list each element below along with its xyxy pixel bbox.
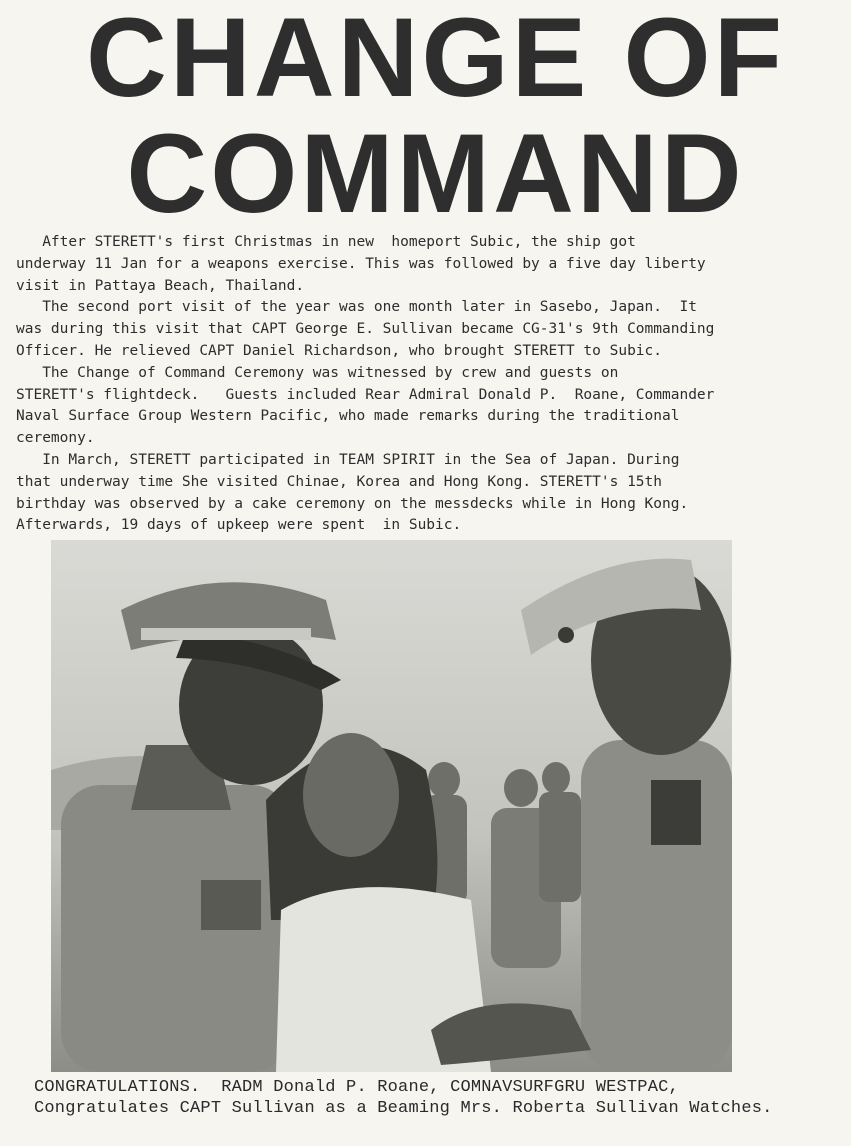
body-line: that underway time She visited Chinae, Korea and Hong Kong. STERETT's 15th bbox=[16, 473, 663, 490]
body-line: STERETT's flightdeck. Guests included Rear Admiral Donald P. Roane, Commander bbox=[16, 386, 715, 403]
body-line: birthday was observed by a cake ceremony on the messdecks while in Hong Kong. bbox=[16, 495, 689, 512]
body-line: The Change of Command Ceremony was witnessed by crew and guests on bbox=[16, 364, 619, 381]
page-title-line-1: CHANGE OF bbox=[86, 0, 785, 120]
body-line: After STERETT's first Christmas in new homeport Subic, the ship got bbox=[16, 234, 636, 250]
caption-line-2: Congratulates CAPT Sullivan as a Beaming Mrs. Roberta Sullivan Watches. bbox=[34, 1099, 773, 1118]
body-line: Afterwards, 19 days of upkeep were spent in Subic. bbox=[16, 517, 462, 534]
body-line: Officer. He relieved CAPT Daniel Richardson, who brought STERETT to Subic. bbox=[16, 342, 663, 359]
ceremony-photo bbox=[51, 540, 732, 1072]
article-body bbox=[16, 232, 828, 537]
page-title-line-2: COMMAND bbox=[126, 111, 745, 236]
body-line: ceremony. bbox=[16, 430, 95, 447]
caption-line-1: CONGRATULATIONS. RADM Donald P. Roane, COMNAVSURFGRU WESTPAC, bbox=[34, 1078, 679, 1097]
body-line: Naval Surface Group Western Pacific, who made remarks during the traditional bbox=[16, 408, 680, 425]
photo-caption bbox=[34, 1077, 834, 1119]
body-line: was during this visit that CAPT George E. Sullivan became CG-31's 9th Commanding bbox=[16, 321, 715, 338]
body-line: visit in Pattaya Beach, Thailand. bbox=[16, 277, 305, 294]
body-line: The second port visit of the year was one month later in Sasebo, Japan. It bbox=[16, 299, 697, 316]
body-line: underway 11 Jan for a weapons exercise. This was followed by a five day liberty bbox=[16, 255, 706, 272]
body-line: In March, STERETT participated in TEAM SPIRIT in the Sea of Japan. During bbox=[16, 451, 680, 468]
